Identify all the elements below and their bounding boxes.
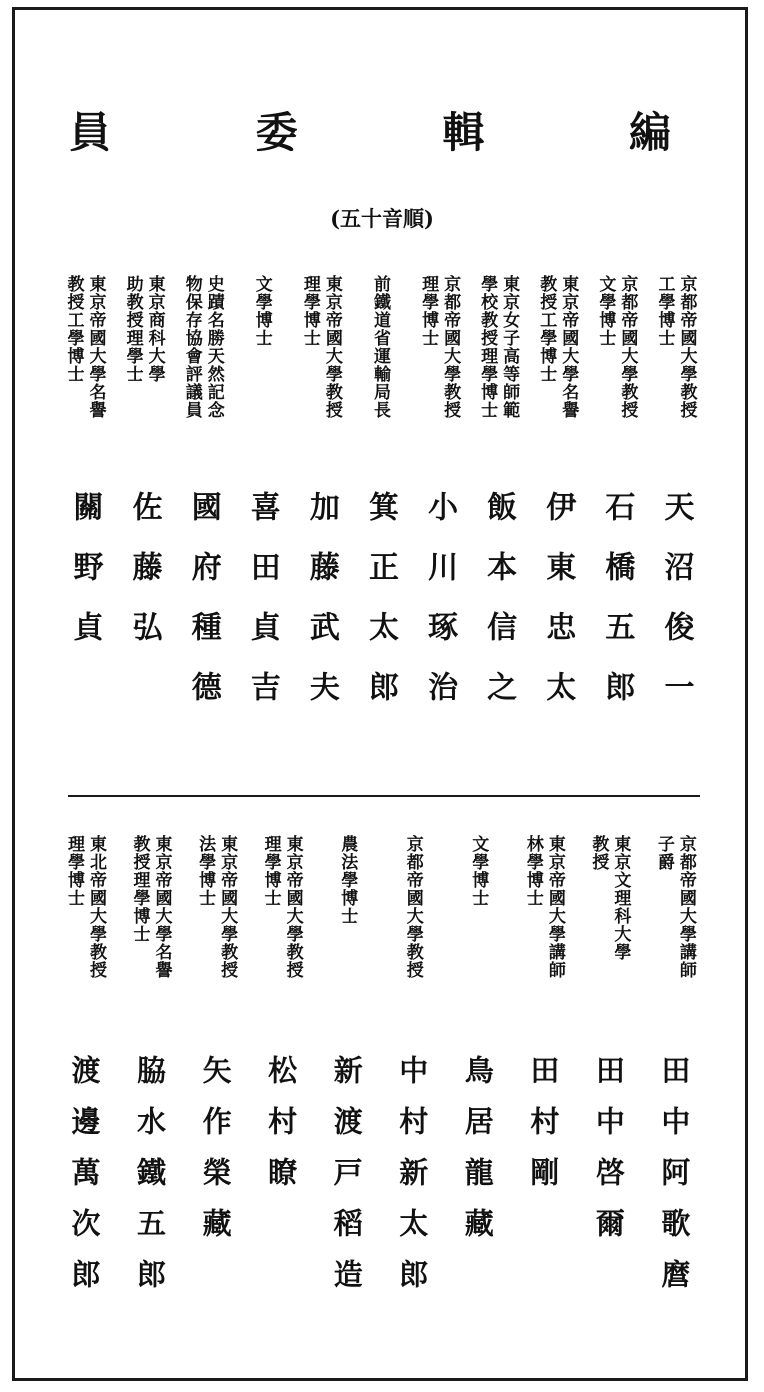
member-name: 天沼俊一 [658,491,694,731]
affiliation-line: 教授 [588,835,609,871]
member-affiliation [370,275,390,455]
committee-list-top [55,275,705,731]
committee-member [114,275,173,731]
member-name: 國府種德 [185,491,221,731]
member-name: 田中阿歌麿 [657,1055,692,1310]
affiliation-line: 文學博士 [468,835,489,907]
affiliation-line: 教授理學博士 [129,835,150,943]
affiliation-line: 京都帝國大學教授 [676,275,697,419]
title-char: 員 [69,108,112,157]
affiliation-line: 林學博士 [522,835,543,907]
member-affiliation [418,275,460,455]
member-affiliation [654,275,696,455]
member-affiliation [182,275,224,455]
affiliation-line: 教授工學博士 [63,275,84,383]
affiliation-line: 學校教授理學博士 [477,275,498,419]
member-name: 松村瞭 [264,1055,299,1208]
committee-member [350,275,409,731]
member-affiliation [130,835,172,1020]
affiliation-line: 東京帝國大學教授 [321,275,342,419]
affiliation-line: 法學博士 [195,835,216,907]
ordering-note: (五十音順) [330,206,434,231]
member-name: 箕正太郎 [362,491,398,731]
member-affiliation [337,835,357,1020]
affiliation-line: 東京帝國大學名譽 [558,275,579,419]
member-affiliation [523,835,565,1020]
member-name: 脇水鐵五郎 [133,1055,168,1310]
affiliation-line: 史蹟名勝天然記念 [203,275,224,419]
page-title [60,100,680,160]
committee-member [579,835,639,1310]
affiliation-line: 工學博士 [654,275,675,347]
committee-member [469,275,528,731]
affiliation-line: 助教授理學士 [122,275,143,383]
member-affiliation [64,275,106,455]
member-name: 田村剛 [526,1055,561,1208]
member-affiliation [300,275,342,455]
member-affiliation [252,275,272,455]
member-affiliation [477,275,519,455]
committee-member [646,275,705,731]
affiliation-line: 教授工學博士 [536,275,557,383]
affiliation-line: 京都帝國大學教授 [440,275,461,419]
affiliation-line: 東北帝國大學教授 [86,835,106,979]
member-name: 加藤武夫 [303,491,339,731]
committee-member [55,275,114,731]
member-name: 飯本信之 [481,491,517,731]
committee-member [186,835,246,1310]
title-char: 編 [628,108,671,157]
committee-member [383,835,443,1310]
member-name: 關野貞 [67,491,103,671]
committee-member [645,835,705,1310]
committee-member [587,275,646,731]
member-name: 渡邊萬次郎 [67,1055,102,1310]
member-name: 矢作榮藏 [198,1055,233,1259]
affiliation-line: 東京女子高等師範 [499,275,520,419]
affiliation-line: 京都帝國大學教授 [617,275,638,419]
member-name: 伊東忠太 [540,491,576,731]
affiliation-line: 理學博士 [260,835,281,907]
member-name: 中村新太郎 [395,1055,430,1310]
member-name: 田中啓爾 [591,1055,626,1259]
member-name: 新渡戸稻造 [329,1055,364,1310]
committee-member [232,275,291,731]
committee-member [514,835,574,1310]
affiliation-line: 東京帝國大學教授 [282,835,303,979]
member-name: 小川琢治 [422,491,458,731]
committee-member [317,835,377,1310]
committee-member [252,835,312,1310]
affiliation-line: 東京商科大學 [144,275,165,383]
member-affiliation [123,275,165,455]
committee-member [448,835,508,1310]
member-name: 鳥居龍藏 [460,1055,495,1259]
affiliation-line: 文學博士 [251,275,272,347]
committee-member [121,835,181,1310]
member-affiliation [595,275,637,455]
title-char: 委 [255,108,298,157]
committee-member [410,275,469,731]
affiliation-line: 東京帝國大學講師 [544,835,565,979]
member-affiliation [654,835,696,1020]
affiliation-line: 東京帝國大學名譽 [85,275,106,419]
affiliation-line: 理學博士 [64,835,84,907]
affiliation-line: 東京文理科大學 [610,835,631,961]
committee-member [173,275,232,731]
affiliation-line: 東京帝國大學教授 [217,835,238,979]
committee-list-bottom [55,835,705,1310]
member-affiliation [64,835,106,1020]
affiliation-line: 理學博士 [418,275,439,347]
affiliation-line: 農法學博士 [337,835,358,925]
affiliation-line: 理學博士 [299,275,320,347]
member-affiliation [536,275,578,455]
committee-member [291,275,350,731]
committee-member [55,835,115,1310]
affiliation-line: 京都帝國大學講師 [675,835,696,979]
member-affiliation [195,835,237,1020]
member-name: 喜田貞吉 [244,491,280,731]
affiliation-line: 前鐵道省運輸局長 [369,275,390,419]
affiliation-line: 文學博士 [595,275,616,347]
member-affiliation [588,835,630,1020]
member-affiliation [403,835,423,1020]
section-divider [68,795,700,797]
member-affiliation [261,835,303,1020]
member-affiliation [468,835,488,1020]
affiliation-line: 京都帝國大學教授 [402,835,423,979]
member-name: 佐藤弘 [126,491,162,671]
committee-member [528,275,587,731]
affiliation-line: 子爵 [653,835,674,871]
affiliation-line: 物保存協會評議員 [181,275,202,419]
member-name: 石橋五郎 [599,491,635,731]
affiliation-line: 東京帝國大學名譽 [151,835,172,979]
title-char: 輯 [442,108,485,157]
